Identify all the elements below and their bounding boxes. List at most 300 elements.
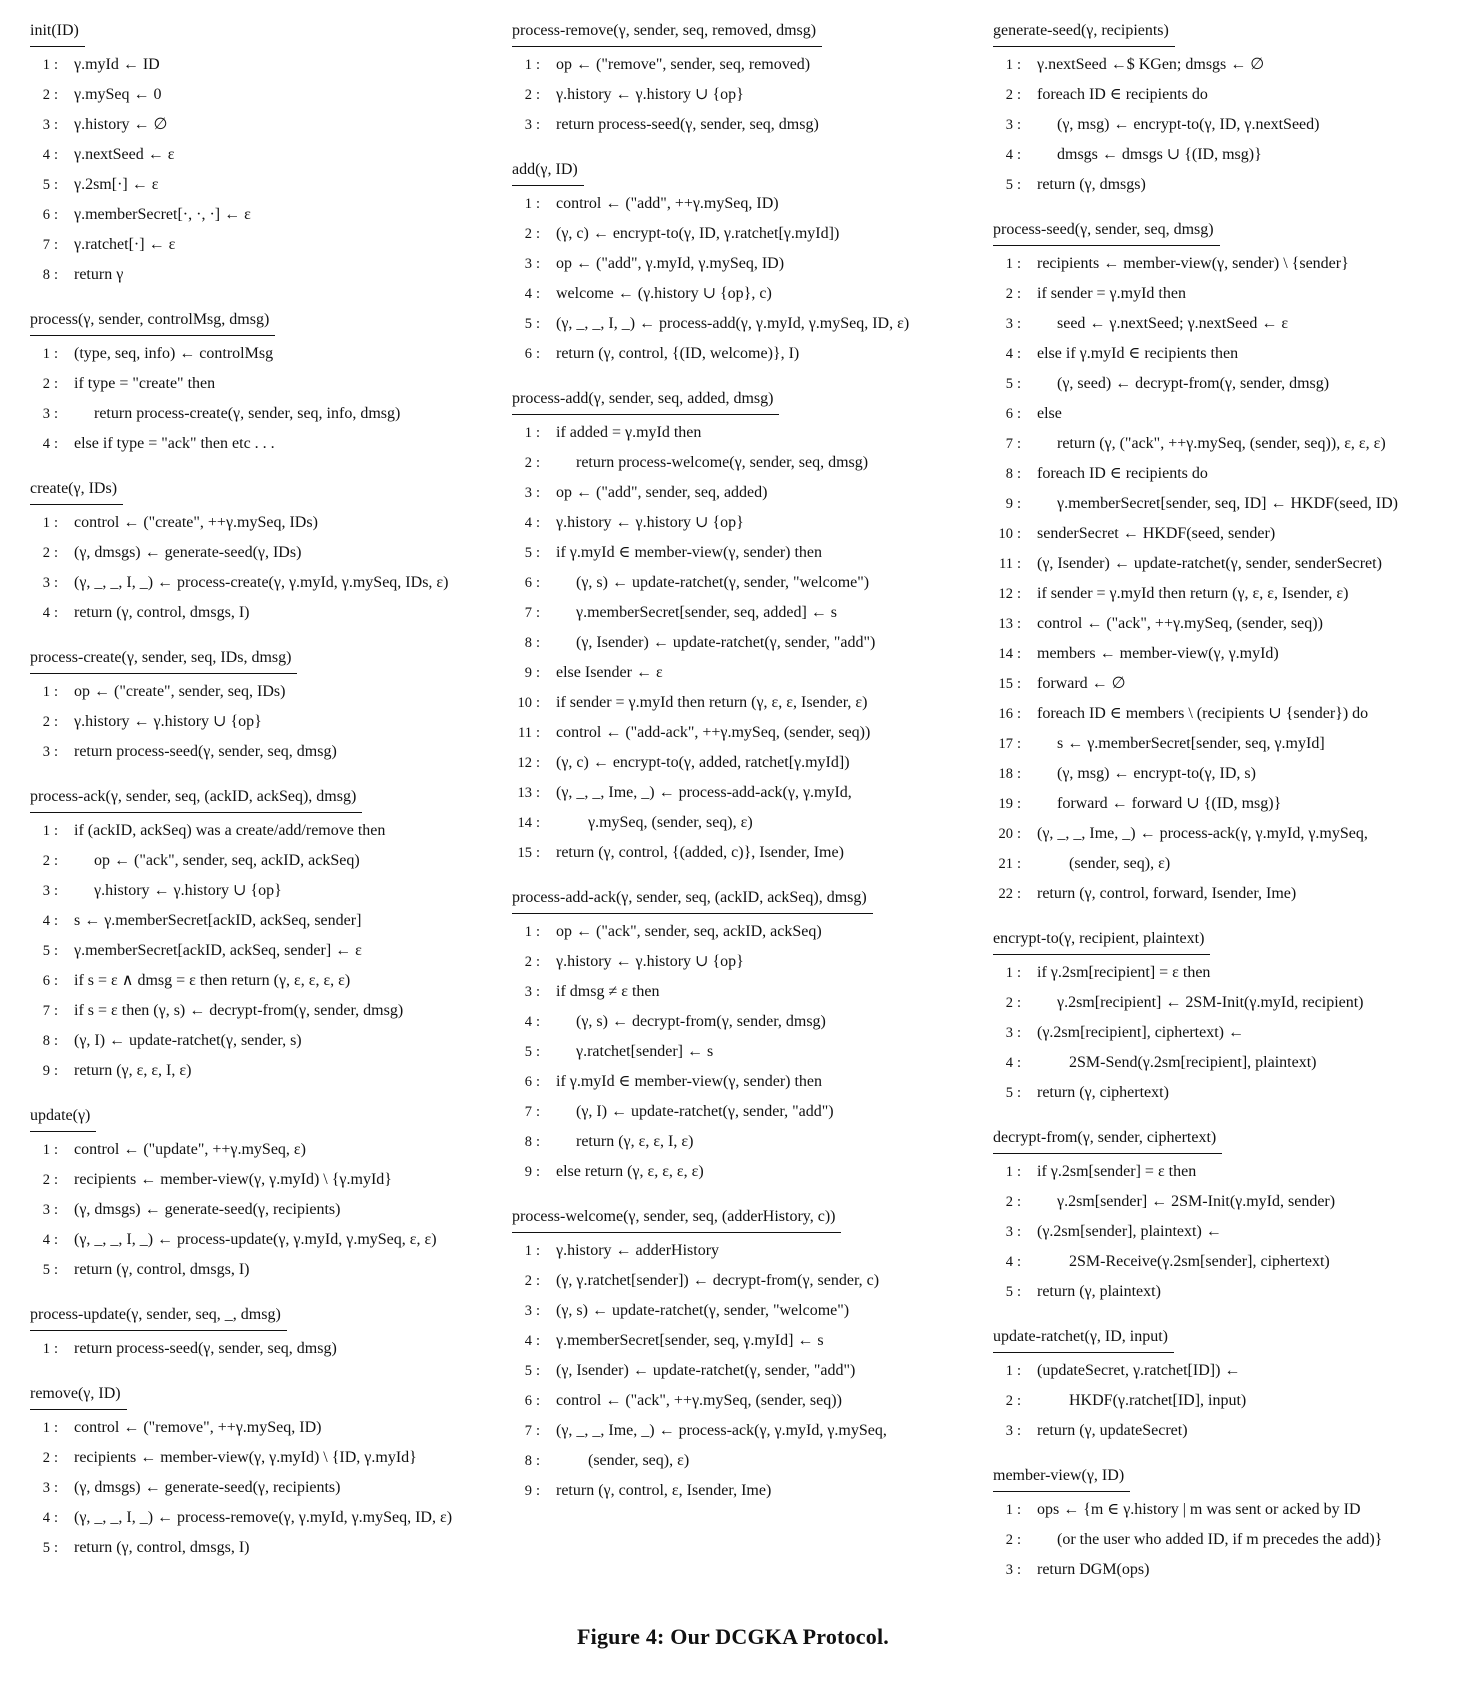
column-middle [512, 20, 982, 1525]
code-line [993, 879, 1453, 909]
code-line [512, 688, 982, 718]
code-text: foreach ID ∈ recipients do [1037, 465, 1208, 482]
line-number: 3 : [993, 309, 1025, 339]
code-text: γ.history ← adderHistory [556, 1242, 720, 1259]
code-line [993, 80, 1453, 110]
code-text: (γ, _, _, Ime, _) ← process-ack(γ, γ.myId, γ.mySeq, [556, 1422, 887, 1439]
code-line [30, 1533, 520, 1563]
line-number: 2 : [30, 80, 62, 110]
code-line [512, 50, 982, 80]
line-number: 3 : [993, 1416, 1025, 1446]
code-text: op ← ("remove", sender, seq, removed) [556, 56, 811, 73]
code-line [30, 1473, 520, 1503]
algorithm-title: decrypt-from(γ, sender, ciphertext) [993, 1127, 1222, 1154]
code-line [993, 958, 1453, 988]
code-text: if s = ε then (γ, s) ← decrypt-from(γ, sender, dmsg) [74, 1002, 404, 1019]
algorithm-title: member-view(γ, ID) [993, 1465, 1130, 1492]
code-line [30, 1195, 520, 1225]
code-text: return process-welcome(γ, sender, seq, dmsg) [576, 454, 869, 471]
line-number: 11 : [512, 718, 544, 748]
code-line [30, 598, 520, 628]
code-text: return (γ, control, {(added, c)}, Isender, Ime) [556, 844, 844, 861]
code-line [512, 778, 982, 808]
line-number: 6 : [993, 399, 1025, 429]
code-line [993, 50, 1453, 80]
code-line [993, 279, 1453, 309]
code-line [993, 249, 1453, 279]
line-number: 2 : [30, 846, 62, 876]
code-line [30, 906, 520, 936]
line-number: 3 : [30, 399, 62, 429]
code-line [993, 1555, 1453, 1585]
line-number: 5 : [30, 1255, 62, 1285]
line-number: 1 : [512, 50, 544, 80]
line-number: 7 : [30, 996, 62, 1026]
code-text: (γ, dmsgs) ← generate-seed(γ, recipients) [74, 1201, 341, 1218]
line-number: 5 : [512, 309, 544, 339]
code-text: return (γ, ("ack", ++γ.mySeq, (sender, seq)), ε, ε, ε) [1057, 435, 1386, 452]
code-line [512, 1416, 982, 1446]
code-text: γ.2sm[sender] ← 2SM-Init(γ.myId, sender) [1057, 1193, 1336, 1210]
line-number: 20 : [993, 819, 1025, 849]
code-text: return (γ, control, {(ID, welcome)}, I) [556, 345, 800, 362]
code-line [30, 1135, 520, 1165]
code-text: s ← γ.memberSecret[ackID, ackSeq, sender] [74, 912, 362, 929]
code-text: γ.memberSecret[sender, seq, added] ← s [576, 604, 837, 621]
code-line [993, 309, 1453, 339]
code-line [30, 200, 520, 230]
code-text: (γ, c) ← encrypt-to(γ, added, ratchet[γ.myId]) [556, 754, 850, 771]
line-number: 16 : [993, 699, 1025, 729]
code-text: γ.history ← γ.history ∪ {op} [74, 713, 262, 730]
code-line [993, 369, 1453, 399]
code-line [512, 1296, 982, 1326]
algorithm-process-add [512, 388, 982, 868]
line-number: 15 : [993, 669, 1025, 699]
code-text: HKDF(γ.ratchet[ID], input) [1069, 1392, 1247, 1409]
algorithm-title: create(γ, IDs) [30, 478, 123, 505]
line-number: 4 : [30, 906, 62, 936]
code-text: if sender = γ.myId then return (γ, ε, ε, Isender, ε) [556, 694, 868, 711]
code-text: if γ.myId ∈ member-view(γ, sender) then [556, 544, 823, 561]
code-line [30, 707, 520, 737]
code-text: members ← member-view(γ, γ.myId) [1037, 645, 1279, 662]
code-text: γ.2sm[·] ← ε [74, 176, 159, 193]
line-number: 1 : [30, 50, 62, 80]
code-line [993, 579, 1453, 609]
code-line [993, 1495, 1453, 1525]
code-text: return γ [74, 266, 124, 283]
code-text: γ.memberSecret[ackID, ackSeq, sender] ← ε [74, 942, 362, 959]
line-number: 1 : [30, 339, 62, 369]
line-number: 3 : [512, 249, 544, 279]
line-number: 2 : [30, 707, 62, 737]
code-text: foreach ID ∈ members \ (recipients ∪ {sender}) do [1037, 705, 1369, 722]
line-number: 1 : [30, 1334, 62, 1364]
algorithm-process-add-ack [512, 887, 982, 1187]
code-line [30, 230, 520, 260]
code-line [993, 1356, 1453, 1386]
code-line [993, 988, 1453, 1018]
code-line [993, 1217, 1453, 1247]
algorithm-title: update(γ) [30, 1105, 96, 1132]
code-text: (or the user who added ID, if m precedes the add)} [1057, 1531, 1383, 1548]
line-number: 11 : [993, 549, 1025, 579]
code-line [512, 1236, 982, 1266]
code-line [30, 1026, 520, 1056]
code-line [512, 309, 982, 339]
line-number: 1 : [993, 1157, 1025, 1187]
code-line [30, 140, 520, 170]
code-text: control ← ("remove", ++γ.mySeq, ID) [74, 1419, 322, 1436]
code-line [512, 1476, 982, 1506]
code-text: else [1037, 405, 1062, 422]
code-line [512, 339, 982, 369]
code-text: op ← ("add", γ.myId, γ.mySeq, ID) [556, 255, 785, 272]
code-line [512, 418, 982, 448]
line-number: 9 : [993, 489, 1025, 519]
line-number: 1 : [512, 1236, 544, 1266]
line-number: 1 : [993, 958, 1025, 988]
line-number: 2 : [512, 219, 544, 249]
code-line [30, 110, 520, 140]
line-number: 4 : [993, 1048, 1025, 1078]
code-line [512, 219, 982, 249]
code-text: (type, seq, info) ← controlMsg [74, 345, 274, 362]
code-text: return (γ, control, dmsgs, I) [74, 1539, 250, 1556]
code-text: γ.history ← γ.history ∪ {op} [556, 86, 744, 103]
algorithm-title: process(γ, sender, controlMsg, dmsg) [30, 309, 275, 336]
code-line [30, 568, 520, 598]
line-number: 7 : [512, 1097, 544, 1127]
line-number: 14 : [512, 808, 544, 838]
line-number: 13 : [993, 609, 1025, 639]
code-line [993, 1247, 1453, 1277]
code-line [30, 80, 520, 110]
code-line [993, 789, 1453, 819]
line-number: 9 : [512, 1157, 544, 1187]
code-text: γ.history ← ∅ [74, 116, 168, 133]
code-text: return (γ, ε, ε, I, ε) [74, 1062, 192, 1079]
algorithm-process-seed [993, 219, 1453, 909]
line-number: 6 : [512, 339, 544, 369]
code-line [30, 996, 520, 1026]
code-line [512, 628, 982, 658]
code-line [993, 1187, 1453, 1217]
line-number: 19 : [993, 789, 1025, 819]
line-number: 4 : [512, 279, 544, 309]
code-text: (γ.2sm[recipient], ciphertext) ← [1037, 1024, 1244, 1041]
algorithm-title: init(ID) [30, 20, 85, 47]
code-line [30, 876, 520, 906]
code-text: dmsgs ← dmsgs ∪ {(ID, msg)} [1057, 146, 1262, 163]
algorithm-process-remove [512, 20, 982, 140]
code-text: (sender, seq), ε) [1069, 855, 1171, 872]
line-number: 4 : [993, 140, 1025, 170]
code-line [993, 1277, 1453, 1307]
code-line [993, 399, 1453, 429]
code-text: if (ackID, ackSeq) was a create/add/remove then [74, 822, 386, 839]
algorithm-member-view [993, 1465, 1453, 1585]
line-number: 6 : [512, 1067, 544, 1097]
code-text: (γ, seed) ← decrypt-from(γ, sender, dmsg) [1057, 375, 1330, 392]
code-text: 2SM-Receive(γ.2sm[sender], ciphertext) [1069, 1253, 1330, 1270]
code-text: return (γ, ciphertext) [1037, 1084, 1169, 1101]
code-line [512, 1007, 982, 1037]
line-number: 2 : [993, 80, 1025, 110]
line-number: 17 : [993, 729, 1025, 759]
code-text: (γ, msg) ← encrypt-to(γ, ID, γ.nextSeed) [1057, 116, 1320, 133]
line-number: 3 : [30, 737, 62, 767]
code-text: else if type = "ack" then etc . . . [74, 435, 275, 452]
code-line [512, 1266, 982, 1296]
code-text: return (γ, control, ε, Isender, Ime) [556, 1482, 772, 1499]
algorithm-title: process-ack(γ, sender, seq, (ackID, ackSeq), dmsg) [30, 786, 362, 813]
code-line [30, 429, 520, 459]
line-number: 1 : [30, 677, 62, 707]
line-number: 5 : [512, 1037, 544, 1067]
line-number: 2 : [512, 448, 544, 478]
code-line [30, 170, 520, 200]
code-text: else if γ.myId ∈ recipients then [1037, 345, 1239, 362]
code-text: ops ← {m ∈ γ.history | m was sent or acked by ID [1037, 1501, 1361, 1518]
line-number: 2 : [512, 947, 544, 977]
algorithm-update [30, 1105, 520, 1285]
algorithm-title: add(γ, ID) [512, 159, 584, 186]
line-number: 9 : [30, 1056, 62, 1086]
code-text: γ.nextSeed ←$ KGen; dmsgs ← ∅ [1037, 56, 1265, 73]
line-number: 2 : [30, 369, 62, 399]
line-number: 2 : [512, 1266, 544, 1296]
algorithm-generate-seed [993, 20, 1453, 200]
code-text: γ.ratchet[sender] ← s [576, 1043, 714, 1060]
line-number: 1 : [30, 816, 62, 846]
code-text: (γ, Isender) ← update-ratchet(γ, sender, "add") [576, 634, 876, 651]
line-number: 8 : [30, 1026, 62, 1056]
code-line [30, 1056, 520, 1086]
line-number: 3 : [512, 110, 544, 140]
line-number: 3 : [512, 478, 544, 508]
code-text: (γ, dmsgs) ← generate-seed(γ, IDs) [74, 544, 302, 561]
code-text: control ← ("add", ++γ.mySeq, ID) [556, 195, 779, 212]
line-number: 2 : [512, 80, 544, 110]
line-number: 5 : [993, 369, 1025, 399]
code-text: return (γ, plaintext) [1037, 1283, 1161, 1300]
line-number: 5 : [30, 170, 62, 200]
code-text: γ.myId ← ID [74, 56, 160, 73]
line-number: 7 : [512, 1416, 544, 1446]
line-number: 1 : [30, 1135, 62, 1165]
line-number: 8 : [512, 1127, 544, 1157]
code-line [512, 538, 982, 568]
line-number: 6 : [512, 568, 544, 598]
line-number: 3 : [30, 876, 62, 906]
code-line [512, 1446, 982, 1476]
code-text: (γ, _, _, Ime, _) ← process-add-ack(γ, γ.myId, [556, 784, 852, 801]
algorithm-title: remove(γ, ID) [30, 1383, 127, 1410]
code-text: s ← γ.memberSecret[sender, seq, γ.myId] [1057, 735, 1325, 752]
algorithm-remove [30, 1383, 520, 1563]
algorithm-title: process-remove(γ, sender, seq, removed, dmsg) [512, 20, 822, 47]
code-line [30, 677, 520, 707]
line-number: 14 : [993, 639, 1025, 669]
code-line [30, 1503, 520, 1533]
column-right [993, 20, 1453, 1604]
algorithm-title: generate-seed(γ, recipients) [993, 20, 1175, 47]
code-line [30, 1413, 520, 1443]
code-line [30, 846, 520, 876]
algorithm-title: encrypt-to(γ, recipient, plaintext) [993, 928, 1210, 955]
line-number: 8 : [30, 260, 62, 290]
code-line [993, 1018, 1453, 1048]
code-text: (γ, s) ← decrypt-from(γ, sender, dmsg) [576, 1013, 826, 1030]
code-line [993, 849, 1453, 879]
line-number: 3 : [993, 1018, 1025, 1048]
code-text: op ← ("create", sender, seq, IDs) [74, 683, 286, 700]
line-number: 5 : [30, 936, 62, 966]
line-number: 1 : [993, 1356, 1025, 1386]
algorithm-process [30, 309, 520, 459]
code-text: return DGM(ops) [1037, 1561, 1150, 1578]
code-line [512, 1157, 982, 1187]
code-text: γ.nextSeed ← ε [74, 146, 175, 163]
code-text: (γ, _, _, I, _) ← process-remove(γ, γ.myId, γ.mySeq, ID, ε) [74, 1509, 453, 1526]
algorithm-add [512, 159, 982, 369]
code-line [993, 609, 1453, 639]
code-line [512, 448, 982, 478]
algorithm-title: update-ratchet(γ, ID, input) [993, 1326, 1174, 1353]
code-line [993, 699, 1453, 729]
code-line [30, 339, 520, 369]
code-text: if added = γ.myId then [556, 424, 702, 441]
line-number: 3 : [30, 1473, 62, 1503]
line-number: 1 : [512, 917, 544, 947]
line-number: 5 : [512, 538, 544, 568]
code-line [512, 80, 982, 110]
line-number: 4 : [993, 339, 1025, 369]
code-line [30, 1165, 520, 1195]
code-line [512, 947, 982, 977]
code-text: if s = ε ∧ dmsg = ε then return (γ, ε, ε, ε, ε) [74, 972, 351, 989]
line-number: 5 : [30, 1533, 62, 1563]
code-line [30, 816, 520, 846]
algorithm-title: process-add(γ, sender, seq, added, dmsg) [512, 388, 779, 415]
algorithm-title: process-welcome(γ, sender, seq, (adderHistory, c)) [512, 1206, 841, 1233]
code-line [993, 519, 1453, 549]
code-line [993, 729, 1453, 759]
code-text: senderSecret ← HKDF(seed, sender) [1037, 525, 1276, 542]
line-number: 2 : [30, 1443, 62, 1473]
line-number: 2 : [993, 1525, 1025, 1555]
algorithm-init [30, 20, 520, 290]
code-line [993, 1386, 1453, 1416]
code-line [30, 508, 520, 538]
code-text: (γ, Isender) ← update-ratchet(γ, sender, "add") [556, 1362, 856, 1379]
line-number: 6 : [30, 966, 62, 996]
code-text: γ.ratchet[·] ← ε [74, 236, 176, 253]
code-text: return process-seed(γ, sender, seq, dmsg) [74, 1340, 337, 1357]
code-line [30, 1443, 520, 1473]
algorithm-title: process-update(γ, sender, seq, _, dmsg) [30, 1304, 287, 1331]
line-number: 8 : [512, 628, 544, 658]
line-number: 7 : [30, 230, 62, 260]
code-line [30, 369, 520, 399]
algorithm-process-update [30, 1304, 520, 1364]
line-number: 3 : [993, 1555, 1025, 1585]
code-line [512, 917, 982, 947]
code-text: return process-seed(γ, sender, seq, dmsg) [556, 116, 819, 133]
line-number: 2 : [993, 988, 1025, 1018]
code-line [993, 339, 1453, 369]
line-number: 18 : [993, 759, 1025, 789]
code-line [993, 140, 1453, 170]
code-line [993, 170, 1453, 200]
line-number: 10 : [993, 519, 1025, 549]
code-text: (γ, _, _, I, _) ← process-update(γ, γ.myId, γ.mySeq, ε, ε) [74, 1231, 437, 1248]
code-line [993, 1416, 1453, 1446]
code-line [993, 1157, 1453, 1187]
code-text: γ.history ← γ.history ∪ {op} [94, 882, 282, 899]
line-number: 2 : [993, 279, 1025, 309]
code-line [993, 669, 1453, 699]
code-line [30, 1225, 520, 1255]
algorithm-process-welcome [512, 1206, 982, 1506]
algorithm-encrypt-to [993, 928, 1453, 1108]
figure-caption: Figure 4: Our DCGKA Protocol. [577, 1624, 889, 1649]
code-line [993, 759, 1453, 789]
code-line [30, 737, 520, 767]
algorithm-title: process-seed(γ, sender, seq, dmsg) [993, 219, 1220, 246]
code-line [512, 658, 982, 688]
code-text: if sender = γ.myId then [1037, 285, 1186, 302]
line-number: 2 : [30, 1165, 62, 1195]
code-text: recipients ← member-view(γ, sender) \ {sender} [1037, 255, 1349, 272]
line-number: 12 : [512, 748, 544, 778]
line-number: 4 : [512, 1007, 544, 1037]
line-number: 2 : [993, 1187, 1025, 1217]
code-line [512, 598, 982, 628]
line-number: 5 : [993, 1078, 1025, 1108]
code-text: seed ← γ.nextSeed; γ.nextSeed ← ε [1057, 315, 1289, 332]
code-line [993, 489, 1453, 519]
code-line [30, 399, 520, 429]
code-line [512, 1037, 982, 1067]
code-text: (γ, msg) ← encrypt-to(γ, ID, s) [1057, 765, 1256, 782]
line-number: 6 : [512, 1386, 544, 1416]
code-text: if sender = γ.myId then return (γ, ε, ε, Isender, ε) [1037, 585, 1349, 602]
code-line [993, 429, 1453, 459]
line-number: 2 : [30, 538, 62, 568]
algorithm-process-ack [30, 786, 520, 1086]
line-number: 1 : [512, 189, 544, 219]
code-text: control ← ("create", ++γ.mySeq, IDs) [74, 514, 318, 531]
code-text: (γ, dmsgs) ← generate-seed(γ, recipients) [74, 1479, 341, 1496]
code-text: (γ, s) ← update-ratchet(γ, sender, "welcome") [556, 1302, 850, 1319]
code-line [993, 1048, 1453, 1078]
code-text: (γ, _, _, Ime, _) ← process-ack(γ, γ.myId, γ.mySeq, [1037, 825, 1368, 842]
code-text: else Isender ← ε [556, 664, 663, 681]
code-text: (γ, I) ← update-ratchet(γ, sender, s) [74, 1032, 302, 1049]
code-line [512, 1386, 982, 1416]
code-text: (γ, _, _, I, _) ← process-create(γ, γ.myId, γ.mySeq, IDs, ε) [74, 574, 449, 591]
code-line [512, 508, 982, 538]
line-number: 4 : [30, 429, 62, 459]
line-number: 15 : [512, 838, 544, 868]
line-number: 3 : [993, 1217, 1025, 1247]
code-line [30, 1255, 520, 1285]
code-text: recipients ← member-view(γ, γ.myId) \ {ID, γ.myId} [74, 1449, 417, 1466]
code-line [512, 189, 982, 219]
